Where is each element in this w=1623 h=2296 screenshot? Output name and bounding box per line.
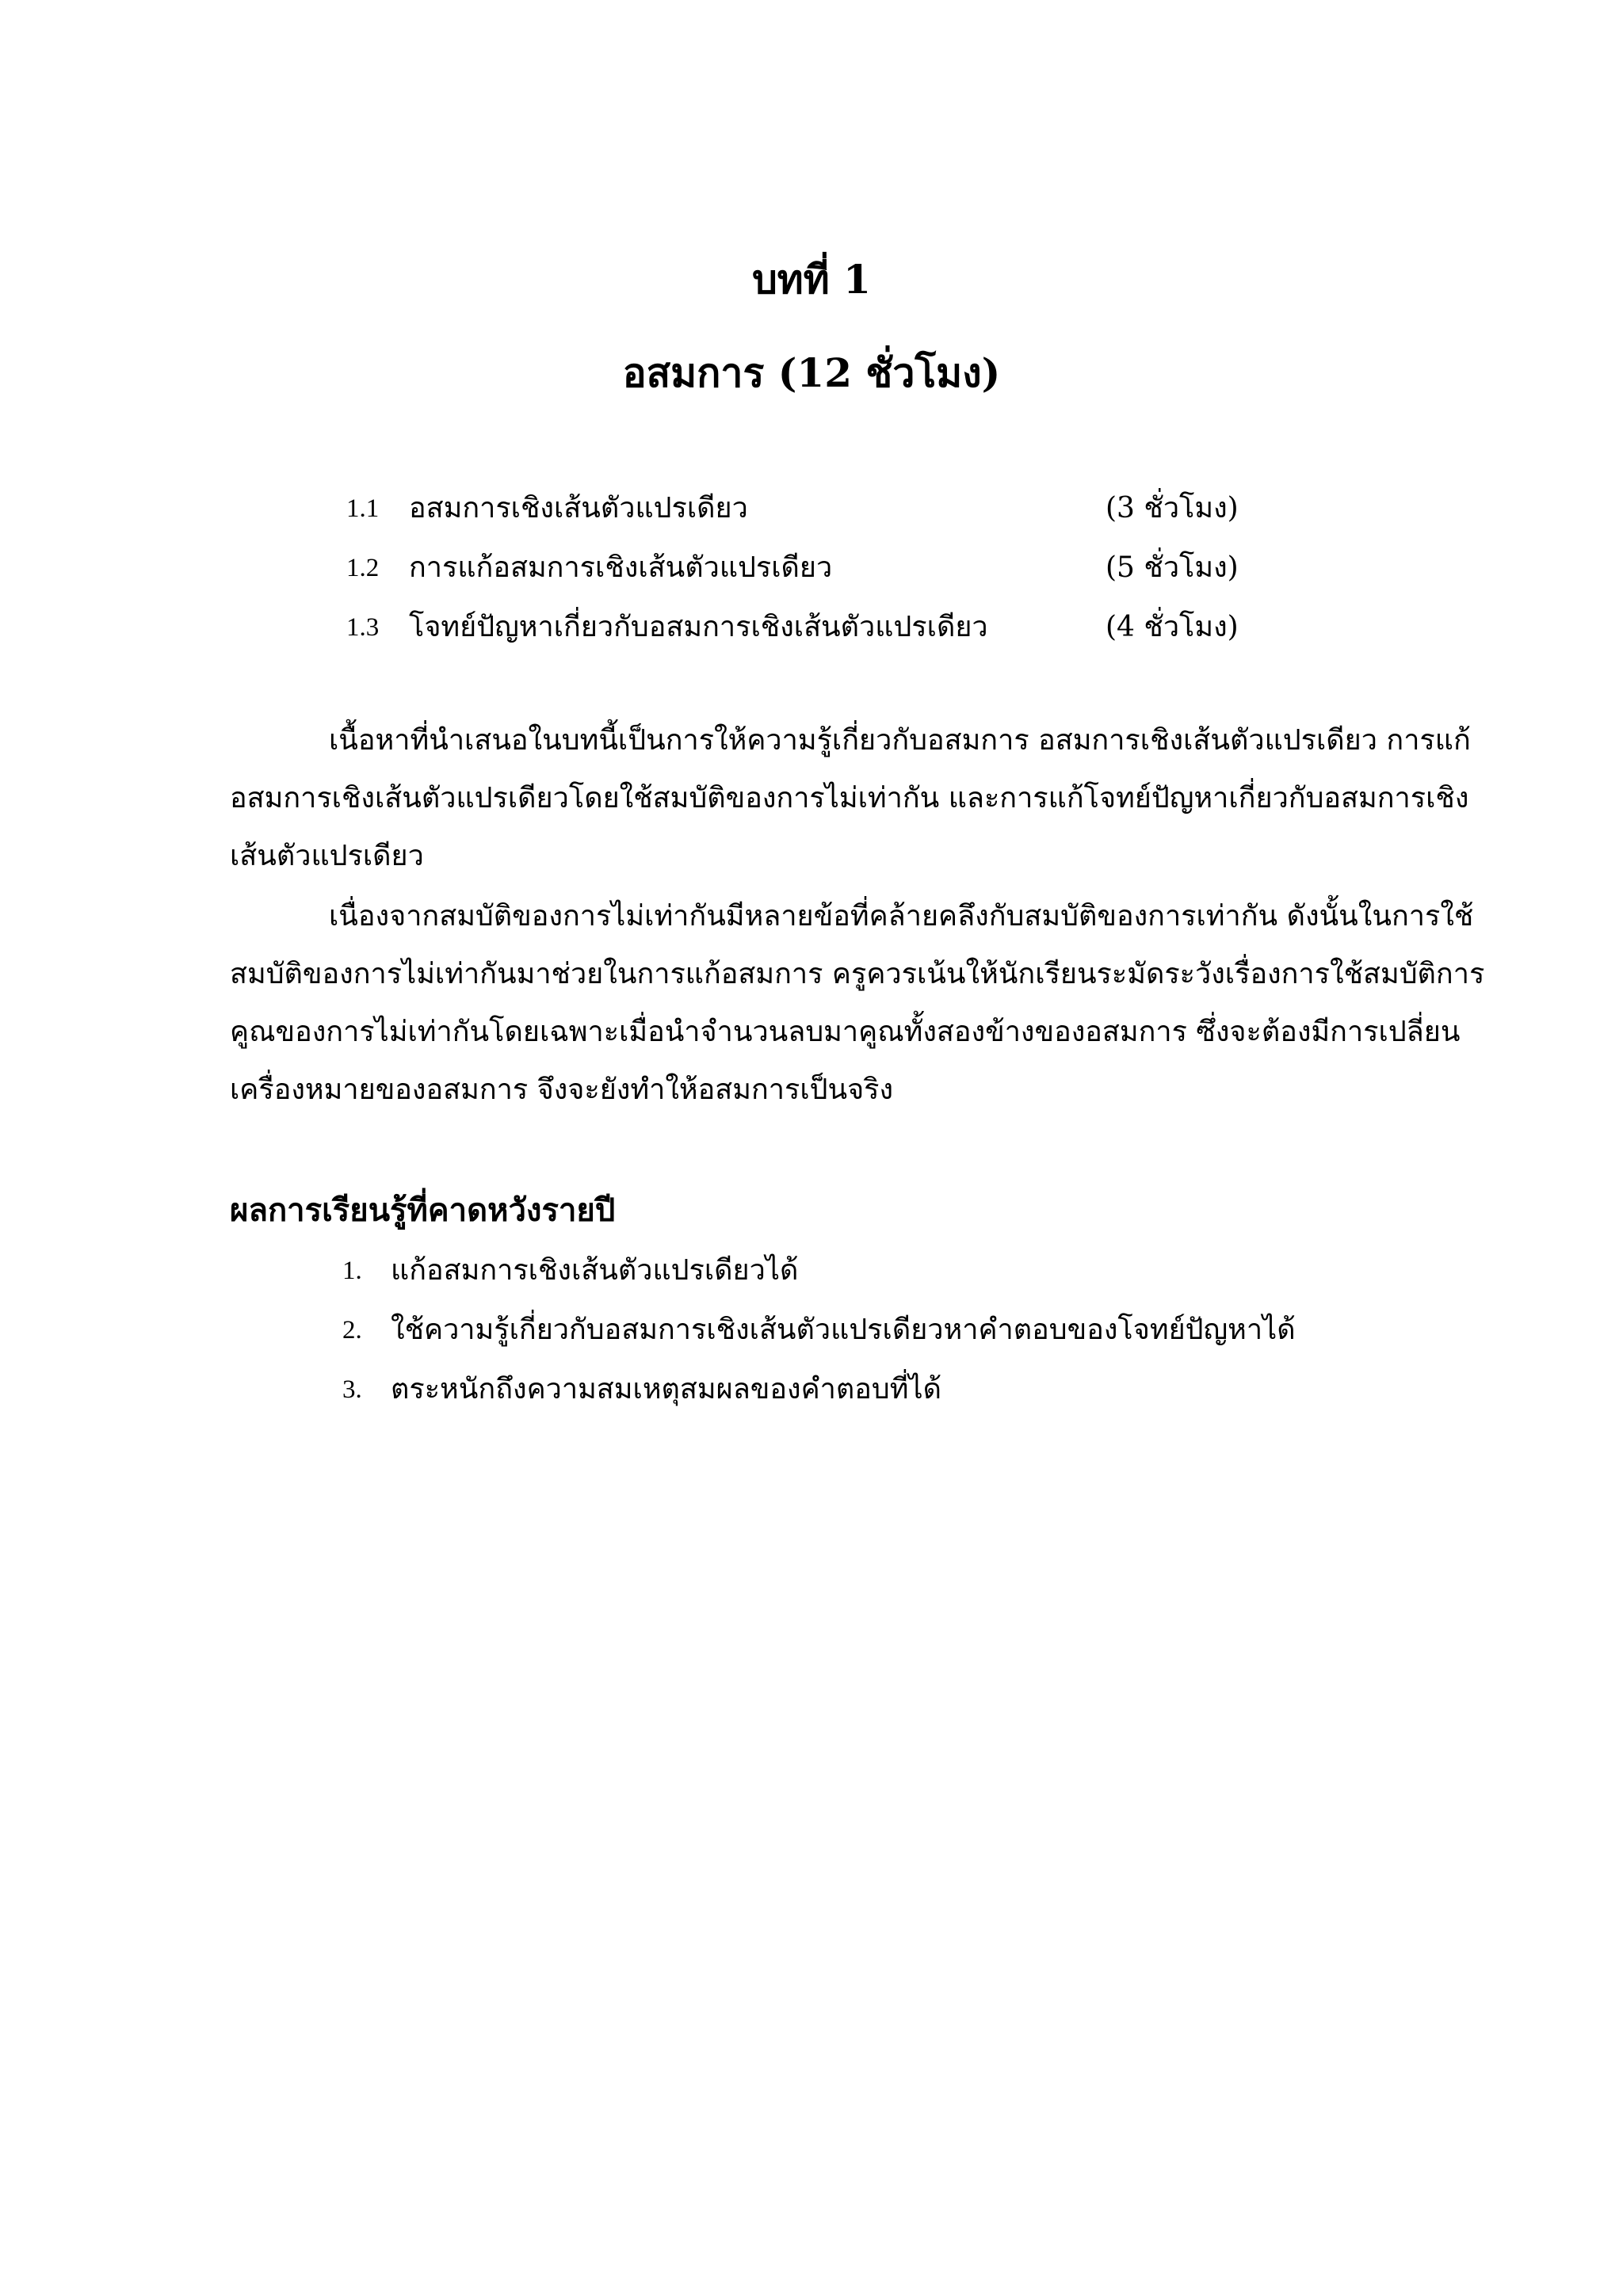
toc-hours: (3 ชั่วโมง) <box>1106 492 1239 524</box>
toc-hours: (4 ชั่วโมง) <box>1106 611 1239 643</box>
paragraph-line: คูณของการไม่เท่ากันโดยเฉพาะเมื่อนำจำนวนลบมาคูณทั้งสองข้างของอสมการ ซึ่งจะต้องมีการเปลี่ยน <box>230 1016 1461 1048</box>
toc-row <box>0 604 1623 663</box>
toc-number: 1.1 <box>346 494 380 523</box>
toc-hours: (5 ชั่วโมง) <box>1106 551 1239 584</box>
teaching-note-paragraph <box>230 887 1485 1119</box>
paragraph-line: เนื้อหาที่นำเสนอในบทนี้เป็นการให้ความรู้เกี่ยวกับอสมการ อสมการเชิงเส้นตัวแปรเดียว การแก้ <box>329 724 1471 757</box>
paragraph-line: อสมการเชิงเส้นตัวแปรเดียวโดยใช้สมบัติของการไม่เท่ากัน และการแก้โจทย์ปัญหาเกี่ยวกับอสมการเชิง <box>230 782 1469 814</box>
toc-topic: อสมการเชิงเส้นตัวแปรเดียว <box>409 492 748 524</box>
list-item <box>0 1306 1623 1366</box>
list-item-number: 2. <box>342 1316 362 1344</box>
intro-paragraph <box>230 711 1471 885</box>
toc-row <box>0 485 1623 544</box>
list-item-text: ตระหนักถึงความสมเหตุสมผลของคำตอบที่ได้ <box>391 1373 941 1405</box>
list-item-text: แก้อสมการเชิงเส้นตัวแปรเดียวได้ <box>391 1254 799 1287</box>
table-of-contents <box>0 485 1623 663</box>
paragraph-line: สมบัติของการไม่เท่ากันมาช่วยในการแก้อสมการ ครูควรเน้นให้นักเรียนระมัดระวังเรื่องการใช้สมบัติการ <box>230 958 1485 990</box>
list-item-number: 3. <box>342 1375 362 1404</box>
chapter-title: อสมการ (12 ชั่วโมง) <box>622 349 1001 396</box>
list-item-number: 1. <box>342 1257 362 1285</box>
toc-number: 1.3 <box>346 613 380 642</box>
list-item <box>0 1366 1623 1425</box>
toc-topic: การแก้อสมการเชิงเส้นตัวแปรเดียว <box>409 551 833 584</box>
list-item-text: ใช้ความรู้เกี่ยวกับอสมการเชิงเส้นตัวแปรเดียวหาคำตอบของโจทย์ปัญหาได้ <box>391 1314 1296 1346</box>
learning-outcomes-heading: ผลการเรียนรู้ที่คาดหวังรายปี <box>230 1192 616 1229</box>
list-item <box>0 1247 1623 1306</box>
paragraph-line: เส้นตัวแปรเดียว <box>230 840 424 872</box>
toc-number: 1.2 <box>346 554 380 582</box>
learning-outcomes-list <box>0 1247 1623 1425</box>
chapter-number-heading: บทที่ 1 <box>752 256 871 303</box>
toc-row <box>0 544 1623 604</box>
paragraph-line: เนื่องจากสมบัติของการไม่เท่ากันมีหลายข้อที่คล้ายคลึงกับสมบัติของการเท่ากัน ดังนั้นในการใช้ <box>329 900 1474 933</box>
toc-topic: โจทย์ปัญหาเกี่ยวกับอสมการเชิงเส้นตัวแปรเดียว <box>409 611 988 643</box>
paragraph-line: เครื่องหมายของอสมการ จึงจะยังทำให้อสมการเป็นจริง <box>230 1074 894 1106</box>
